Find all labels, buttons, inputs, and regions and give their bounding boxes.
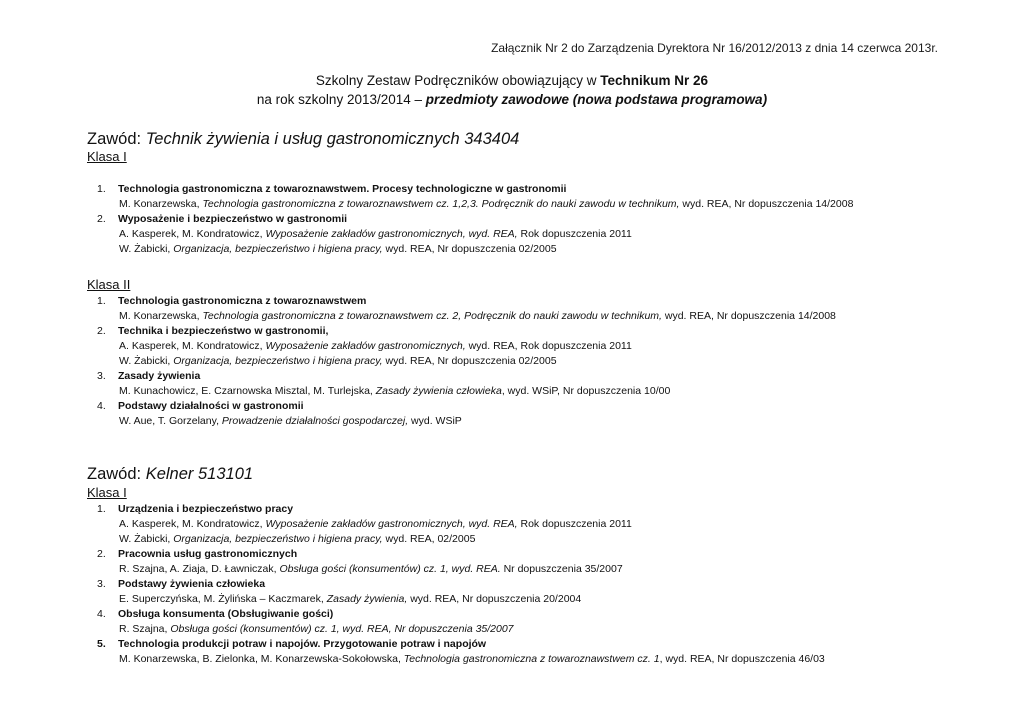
textbook-ref [87, 414, 987, 429]
title-line-1 [0, 71, 1024, 90]
ref-authors: R. Szajna, [119, 623, 171, 635]
class-heading: Klasa I [87, 485, 127, 500]
ref-publisher: wyd. REA, 02/2005 [382, 533, 476, 545]
list-item [87, 547, 987, 577]
list-item [87, 607, 987, 637]
item-number: 2. [97, 213, 106, 225]
list-item [87, 399, 987, 429]
subject-name: Technika i bezpieczeństwo w gastronomii, [118, 325, 329, 337]
textbook-ref [87, 384, 987, 399]
subject-name: Technologia gastronomiczna z towaroznawstwem [118, 295, 367, 307]
list-item [87, 324, 987, 369]
ref-title: Technologia gastronomiczna z towaroznawstwem cz. 1 [403, 653, 660, 665]
class-heading: Klasa II [87, 277, 131, 292]
list-item [87, 369, 987, 399]
profession-title [87, 464, 987, 484]
profession-name: Kelner 513101 [145, 465, 254, 483]
ref-title: Obsługa gości (konsumentów) cz. 1, wyd. REA, Nr dopuszczenia 35/2007 [170, 623, 514, 635]
ref-authors: M. Kunachowicz, E. Czarnowska Misztal, M. Turlejska, [119, 385, 376, 397]
title-line-1-prefix: Szkolny Zestaw Podręczników obowiązujący w [315, 73, 601, 88]
profession-label: Zawód: [87, 465, 146, 483]
textbook-ref [87, 532, 987, 547]
subject-name: Podstawy żywienia człowieka [118, 578, 266, 590]
profession-2-class-1 [87, 485, 987, 667]
ref-authors: W. Aue, T. Gorzelany, [119, 415, 222, 427]
ref-publisher: Rok dopuszczenia 2011 [517, 228, 632, 240]
textbook-ref [87, 622, 987, 637]
ref-title: Prowadzenie działalności gospodarczej, [221, 415, 409, 427]
profession-2-header [87, 464, 987, 484]
item-number: 1. [97, 183, 106, 195]
ref-title: Technologia gastronomiczna z towaroznawstwem cz. 1,2,3. Podręcznik do nauki zawodu w technikum, [202, 198, 680, 210]
list-item [87, 502, 987, 547]
title-line-2-subject: przedmioty zawodowe (nowa podstawa programowa) [425, 92, 768, 107]
list-item [87, 637, 987, 667]
item-number: 5. [97, 638, 106, 650]
item-number: 2. [97, 325, 106, 337]
ref-title: Wyposażenie zakładów gastronomicznych, [265, 340, 466, 352]
item-number: 4. [97, 608, 106, 620]
textbook-ref [87, 354, 987, 369]
school-name: Technikum Nr 26 [600, 73, 709, 88]
textbook-ref [87, 242, 987, 257]
list-item [87, 182, 987, 212]
subject-name: Podstawy działalności w gastronomii [118, 400, 304, 412]
class-heading: Klasa I [87, 149, 127, 164]
ref-authors: R. Szajna, A. Ziaja, D. Ławniczak, [119, 563, 280, 575]
ref-title: Technologia gastronomiczna z towaroznawstwem cz. 2, Podręcznik do nauki zawodu w technikum, [202, 310, 662, 322]
subject-list [87, 182, 987, 257]
ref-authors: W. Żabicki, [119, 355, 174, 367]
list-item [87, 294, 987, 324]
ref-title: Organizacja, bezpieczeństwo i higiena pracy, [173, 355, 383, 367]
textbook-ref [87, 592, 987, 607]
textbook-ref [87, 309, 987, 324]
title-line-2-prefix: na rok szkolny 2013/2014 – [256, 92, 426, 107]
list-item [87, 577, 987, 607]
ref-publisher: wyd. REA, Rok dopuszczenia 2011 [465, 340, 632, 352]
textbook-ref [87, 517, 987, 532]
ref-title: Wyposażenie zakładów gastronomicznych, wyd. REA, [265, 518, 518, 530]
profession-1-class-1 [87, 149, 987, 257]
textbook-ref [87, 652, 987, 667]
subject-name: Technologia gastronomiczna z towaroznawstwem. Procesy technologiczne w gastronomii [118, 183, 567, 195]
ref-title: Zasady żywienia człowieka [375, 385, 502, 397]
item-number: 4. [97, 400, 106, 412]
ref-publisher: wyd. REA, Nr dopuszczenia 20/2004 [407, 593, 582, 605]
subject-name: Urządzenia i bezpieczeństwo pracy [118, 503, 294, 515]
document-title [0, 71, 1024, 109]
profession-label: Zawód: [87, 130, 146, 148]
item-number: 2. [97, 548, 106, 560]
subject-name: Wyposażenie i bezpieczeństwo w gastronomii [118, 213, 348, 225]
item-number: 1. [97, 503, 106, 515]
title-line-2 [0, 90, 1024, 109]
item-number: 3. [97, 370, 106, 382]
ref-authors: M. Konarzewska, [119, 198, 203, 210]
subject-name: Pracownia usług gastronomicznych [118, 548, 298, 560]
profession-1-header [87, 129, 987, 149]
list-item [87, 212, 987, 257]
ref-authors: A. Kasperek, M. Kondratowicz, [119, 518, 266, 530]
ref-publisher: , wyd. WSiP, Nr dopuszczenia 10/00 [501, 385, 671, 397]
ref-authors: A. Kasperek, M. Kondratowicz, [119, 340, 266, 352]
ref-authors: A. Kasperek, M. Kondratowicz, [119, 228, 266, 240]
ref-title: Organizacja, bezpieczeństwo i higiena pracy, [173, 533, 383, 545]
ref-publisher: wyd. WSiP [408, 415, 462, 427]
ref-title: Obsługa gości (konsumentów) cz. 1, wyd. REA. [279, 563, 501, 575]
subject-name: Obsługa konsumenta (Obsługiwanie gości) [118, 608, 334, 620]
textbook-ref [87, 227, 987, 242]
ref-publisher: wyd. REA, Nr dopuszczenia 14/2008 [679, 198, 854, 210]
ref-publisher: wyd. REA, Nr dopuszczenia 02/2005 [382, 355, 557, 367]
item-number: 3. [97, 578, 106, 590]
profession-title [87, 129, 987, 149]
ref-authors: E. Superczyńska, M. Żylińska – Kaczmarek, [119, 593, 327, 605]
attachment-note: Załącznik Nr 2 do Zarządzenia Dyrektora Nr 16/2012/2013 z dnia 14 czerwca 2013r. [491, 41, 938, 55]
ref-authors: M. Konarzewska, [119, 310, 203, 322]
textbook-ref [87, 339, 987, 354]
ref-publisher: Rok dopuszczenia 2011 [517, 518, 632, 530]
profession-1-class-2 [87, 277, 987, 429]
ref-title: Wyposażenie zakładów gastronomicznych, wyd. REA, [265, 228, 518, 240]
profession-name: Technik żywienia i usług gastronomicznych 343404 [145, 130, 520, 148]
ref-authors: M. Konarzewska, B. Zielonka, M. Konarzewska-Sokołowska, [119, 653, 404, 665]
subject-list [87, 294, 987, 429]
ref-authors: W. Żabicki, [119, 243, 174, 255]
ref-publisher: wyd. REA, Nr dopuszczenia 02/2005 [382, 243, 557, 255]
ref-title: Zasady żywienia, [326, 593, 408, 605]
ref-publisher: wyd. REA, Nr dopuszczenia 14/2008 [661, 310, 836, 322]
ref-authors: W. Żabicki, [119, 533, 174, 545]
subject-list [87, 502, 987, 667]
subject-name: Zasady żywienia [118, 370, 201, 382]
item-number: 1. [97, 295, 106, 307]
textbook-ref [87, 562, 987, 577]
textbook-ref [87, 197, 987, 212]
ref-publisher: , wyd. REA, Nr dopuszczenia 46/03 [659, 653, 825, 665]
ref-publisher: Nr dopuszczenia 35/2007 [500, 563, 623, 575]
ref-title: Organizacja, bezpieczeństwo i higiena pracy, [173, 243, 383, 255]
subject-name: Technologia produkcji potraw i napojów. Przygotowanie potraw i napojów [118, 638, 487, 650]
